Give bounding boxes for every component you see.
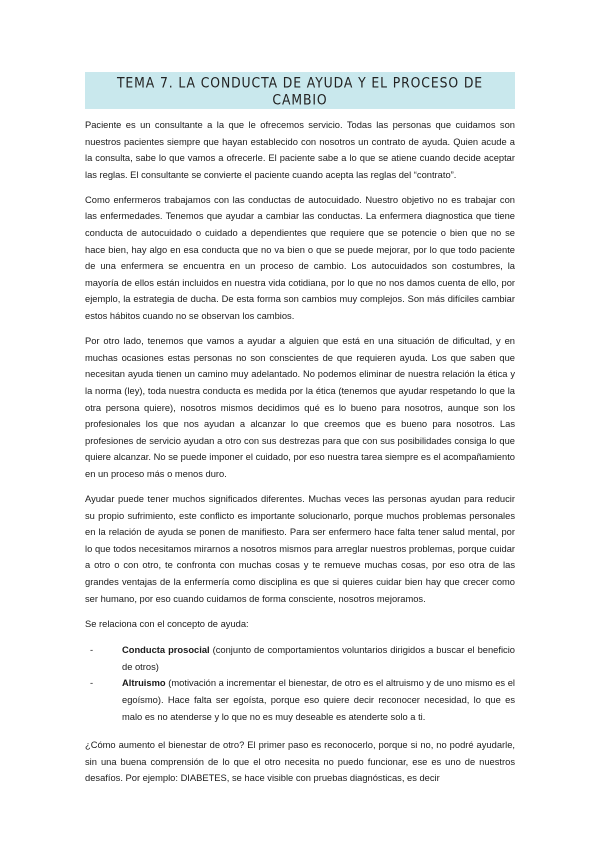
paragraph-etica: Por otro lado, tenemos que vamos a ayudar a alguien que está en una situación de dificultad, y en muchas ocasiones estas personas no son conscientes de que requieren ayuda. Los que saben que necesitan ayuda tienen un camino muy adelantado. No podemos eliminar de nuestra relación la ética y la norma (ley), toda nuestra conducta es medida por la ética (tenemos que ayudar respetando lo que la otra persona quiere), nosotros mismos decidimos qué es lo bueno para nosotros, aunque son los profesionales los que nos ayudan a alcanzar lo que creemos que es bueno para nosotros. Las profesiones de servicio ayudan a otro con sus destrezas para que con sus posibilidades consiga lo que quiere alcanzar. No se puede imponer el cuidado, por eso nuestra tarea siempre es el acompañamiento en un proceso más o menos duro.: [85, 336, 515, 479]
list-item-text: (conjunto de comportamientos voluntarios dirigidos a buscar el beneficio de otros): [122, 645, 515, 672]
dash-bullet: -: [90, 645, 94, 656]
paragraph-bienestar: ¿Cómo aumento el bienestar de otro? El primer paso es reconocerlo, porque si no, no podré ayudarle, sin una buena comprensión de lo que el otro necesita no puedo funcionar, ese es uno de nuestros desafíos. Por ejemplo: DIABETES, se hace visible con pruebas diagnósticas, es decir: [85, 740, 515, 784]
list-item-term: Altruismo: [122, 678, 166, 689]
list-item-text: (motivación a incrementar el bienestar, de otro es el altruismo y de uno mismo es el egoísmo). Hace falta ser egoísta, porque eso quiere decir reconocer necesidad, lo que es malo es no atenderse y lo que no es muy deseable es atenderte solo a ti.: [122, 678, 515, 722]
concept-list: [85, 642, 515, 725]
paragraph-paciente: Paciente es un consultante a la que le ofrecemos servicio. Todas las personas que cuidamos son nuestros pacientes siempre que hayan establecido con nosotros un contrato de ayuda. Quien acude a la consulta, sabe lo que vamos a ofrecerle. El paciente sabe a lo que se atiene cuando decide aceptar las reglas. El consultante se convierte el paciente cuando acepta las reglas del “contrato”.: [85, 120, 515, 180]
paragraph-ayudar: Ayudar puede tener muchos significados diferentes. Muchas veces las personas ayudan para reducir su propio sufrimiento, este conflicto es importante solucionarlo, porque muchos problemas personales en la relación de ayuda se ponen de manifiesto. Para ser enfermero hace falta tener salud mental, por lo que todos necesitamos mirarnos a nosotros mismos para arreglar nuestros problemas, porque cuidar a otro o con otro, te confronta con muchas cosas y te remueve muchas cosas, por eso otra de las grandes ventajas de la enfermería como disciplina es que si quieres cuidar bien hay que crecer como ser humano, por eso cuando cuidamos de forma consciente, nosotros mejoramos.: [85, 493, 515, 604]
paragraph-autocuidado: Como enfermeros trabajamos con las conductas de autocuidado. Nuestro objetivo no es trabajar con las enfermedades. Tenemos que ayudar a cambiar las conductas. La enfermera diagnostica que tiene conducta de autocuidado o cuidado a dependientes que requiere que se potencie o bien que no se hace bien, hay algo en esa conducta que no va bien o que se puede mejorar, por lo que todo paciente de una enfermera se encuentra en un proceso de cambio. Los autocuidados son costumbres, la mayoría de ellos están incluidos en nuestra vida cotidiana, por lo que no nos damos cuenta de ello, por ejemplo, la estrategia de ducha. De esta forma son cambios muy complejos. Son más difíciles cambiar estos hábitos cuando no se observan los cambios.: [85, 194, 515, 322]
list-item: [85, 675, 515, 725]
dash-bullet: -: [90, 678, 94, 689]
page-title: TEMA 7. LA CONDUCTA DE AYUDA Y EL PROCESO DE CAMBIO: [85, 72, 515, 109]
list-item: [85, 642, 515, 675]
list-item-term: Conducta prosocial: [122, 645, 210, 656]
paragraph-concepto-ayuda: Se relaciona con el concepto de ayuda:: [85, 618, 249, 629]
title-wrapper: [85, 74, 515, 108]
